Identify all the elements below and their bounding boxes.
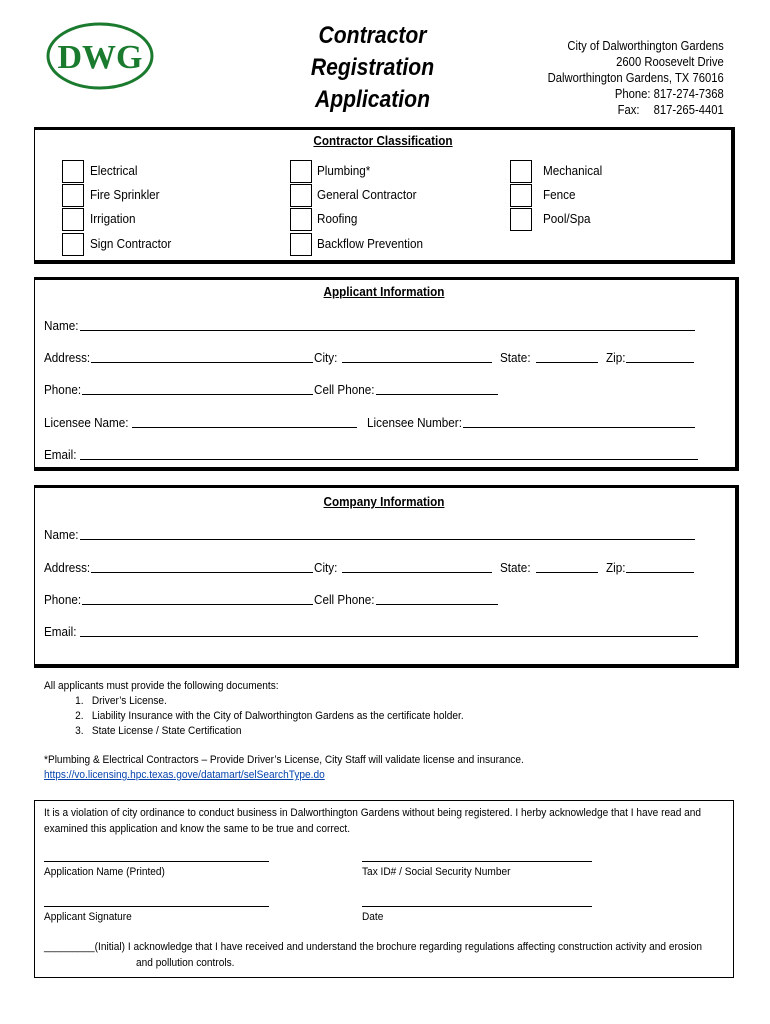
signature-field[interactable] xyxy=(44,906,269,907)
street-address: 2600 Roosevelt Drive xyxy=(616,55,724,69)
licensee-number-label: Licensee Number: xyxy=(367,415,462,430)
classification-checkbox[interactable] xyxy=(290,233,312,256)
classification-label: Pool/Spa xyxy=(543,211,591,226)
license-search-link[interactable]: https://vo.licensing.hpc.texas.gove/datamart/selSearchType.do xyxy=(44,769,325,781)
company-address-label: Address: xyxy=(44,560,91,575)
classification-label: Electrical xyxy=(90,163,138,178)
applicant-address-field[interactable] xyxy=(91,362,313,363)
classification-checkbox[interactable] xyxy=(62,233,84,256)
initial-acknowledgement xyxy=(44,939,702,955)
tax-id-field[interactable] xyxy=(362,861,592,862)
classification-label: Fire Sprinkler xyxy=(90,187,160,202)
documents-intro: All applicants must provide the following documents: xyxy=(44,680,279,692)
required-documents xyxy=(44,679,464,739)
applicant-city-label: City: xyxy=(314,350,338,365)
classification-checkbox[interactable] xyxy=(510,184,532,207)
city-state-zip: Dalworthington Gardens, TX 76016 xyxy=(547,71,724,85)
applicant-name-label: Name: xyxy=(44,318,79,333)
company-zip-label: Zip: xyxy=(606,560,626,575)
company-address-field[interactable] xyxy=(91,572,313,573)
violation-statement: It is a violation of city ordinance to conduct business in Dalworthington Gardens without being registered. I herby acknowledge that I have read and examined this application and know the same to be true and correct. xyxy=(44,807,702,835)
classification-checkbox[interactable] xyxy=(62,208,84,231)
classification-label: Irrigation xyxy=(90,211,136,226)
licensee-name-field[interactable] xyxy=(132,427,357,428)
initial-text: (Initial) I acknowledge that I have received and understand the brochure regarding regulations affecting construction activity and erosion xyxy=(94,941,703,953)
classification-label: Mechanical xyxy=(543,163,603,178)
company-cell-label: Cell Phone: xyxy=(314,592,375,607)
applicant-state-label: State: xyxy=(500,350,531,365)
company-phone-label: Phone: xyxy=(44,592,82,607)
date-field[interactable] xyxy=(362,906,592,907)
company-city-label: City: xyxy=(314,560,338,575)
document-item: 3. State License / State Certification xyxy=(86,724,463,739)
applicant-state-field[interactable] xyxy=(536,362,598,363)
company-state-field[interactable] xyxy=(536,572,598,573)
classification-checkbox[interactable] xyxy=(510,160,532,183)
classification-checkbox[interactable] xyxy=(290,208,312,231)
classification-label: Roofing xyxy=(317,211,358,226)
document-item: 1. Driver’s License. xyxy=(86,694,463,709)
company-phone-field[interactable] xyxy=(82,604,313,605)
city-logo xyxy=(44,20,156,92)
company-section xyxy=(34,485,739,668)
classification-checkbox[interactable] xyxy=(62,160,84,183)
initial-field[interactable]: _________ xyxy=(44,941,95,953)
applicant-section xyxy=(34,277,739,471)
company-email-field[interactable] xyxy=(80,636,698,637)
company-email-label: Email: xyxy=(44,624,77,639)
classification-label: General Contractor xyxy=(317,187,417,202)
applicant-cell-field[interactable] xyxy=(376,394,498,395)
phone-number: Phone: 817-274-7368 xyxy=(615,87,724,101)
company-cell-field[interactable] xyxy=(376,604,498,605)
company-zip-field[interactable] xyxy=(626,572,694,573)
classification-checkbox[interactable] xyxy=(290,160,312,183)
applicant-zip-field[interactable] xyxy=(626,362,694,363)
logo-lettering: DWG xyxy=(57,39,143,76)
classification-label: Sign Contractor xyxy=(90,236,172,251)
classification-label: Backflow Prevention xyxy=(317,236,424,251)
classification-title: Contractor Classification xyxy=(313,133,453,148)
applicant-phone-label: Phone: xyxy=(44,382,82,397)
company-title: Company Information xyxy=(323,494,445,509)
fax-number: Fax: 817-265-4401 xyxy=(617,103,724,117)
classification-checkbox[interactable] xyxy=(62,184,84,207)
city-name: City of Dalworthington Gardens xyxy=(567,39,724,53)
date-label: Date xyxy=(362,911,384,923)
applicant-email-label: Email: xyxy=(44,447,77,462)
document-item: 2. Liability Insurance with the City of Dalworthington Gardens as the certificate holder. xyxy=(86,709,463,724)
printed-name-field[interactable] xyxy=(44,861,269,862)
contractor-note xyxy=(44,753,524,783)
applicant-name-field[interactable] xyxy=(80,330,695,331)
applicant-city-field[interactable] xyxy=(342,362,492,363)
applicant-title: Applicant Information xyxy=(323,284,445,299)
company-name-field[interactable] xyxy=(80,539,695,540)
licensee-name-label: Licensee Name: xyxy=(44,415,129,430)
applicant-zip-label: Zip: xyxy=(606,350,626,365)
printed-name-label: Application Name (Printed) xyxy=(44,866,165,878)
form-title: Contractor Registration Application xyxy=(310,22,435,113)
initial-text-cont: and pollution controls. xyxy=(136,957,235,969)
note-text: *Plumbing & Electrical Contractors – Provide Driver’s License, City Staff will validate license and insurance. xyxy=(44,754,524,766)
classification-label: Fence xyxy=(543,187,576,202)
applicant-phone-field[interactable] xyxy=(82,394,313,395)
company-state-label: State: xyxy=(500,560,531,575)
company-city-field[interactable] xyxy=(342,572,492,573)
applicant-email-field[interactable] xyxy=(80,459,698,460)
signature-label: Applicant Signature xyxy=(44,911,132,923)
applicant-address-label: Address: xyxy=(44,350,91,365)
classification-checkbox[interactable] xyxy=(290,184,312,207)
classification-checkbox[interactable] xyxy=(510,208,532,231)
company-name-label: Name: xyxy=(44,527,79,542)
city-address xyxy=(548,38,724,118)
applicant-cell-label: Cell Phone: xyxy=(314,382,375,397)
classification-label: Plumbing* xyxy=(317,163,371,178)
licensee-number-field[interactable] xyxy=(463,427,695,428)
tax-id-label: Tax ID# / Social Security Number xyxy=(362,866,511,878)
